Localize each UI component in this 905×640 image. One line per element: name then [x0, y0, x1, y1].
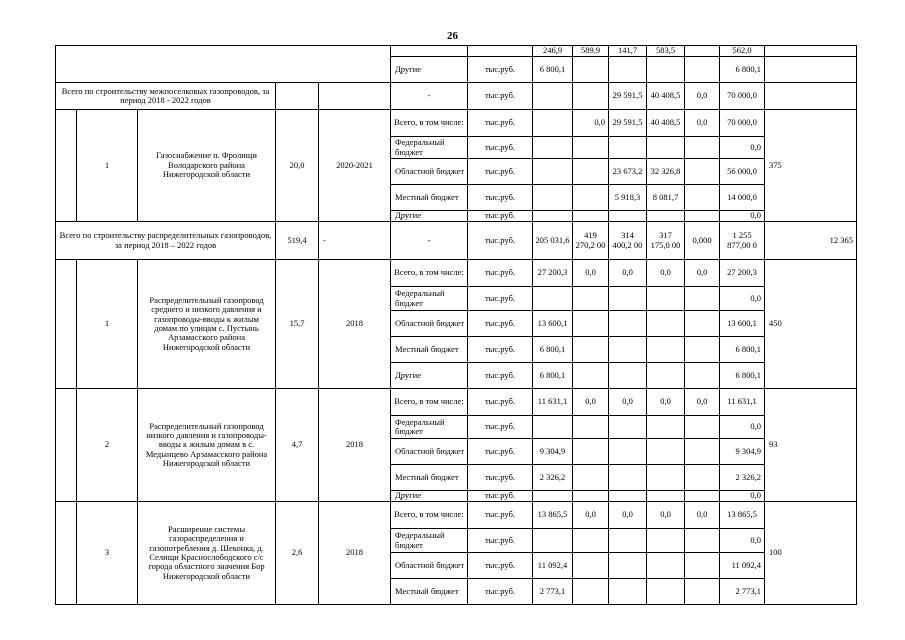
table-row: 246,9 589,9 141,7 583,5 562,0: [56, 46, 857, 57]
table-row: Федеральный бюджет тыс.руб. 0,0: [56, 137, 857, 159]
group-total-row: Всего по строительству межпоселковых газопроводов, за период 2018 - 2022 годов - тыс.руб. 29 591,5 40 408,5 0,0 70 000,0: [56, 83, 857, 110]
table-row: Федеральный бюджет тыс.руб. 0,0: [56, 287, 857, 311]
table-row: 1 Распределительный газопровод среднего и низкого давления и газопроводы-вводы к жилым домам по улицам с. Пустынь Арзамасского района Нижегородской области 15,7 2018 Всего, в том числе: тыс.руб. 27 200,3 0,0 0,0 0,0 0,0 27 200,3 450: [56, 260, 857, 287]
table-row: Федеральный бюджет тыс.руб. 0,0: [56, 416, 857, 439]
table-row: Местный бюджет тыс.руб. 2 773,1 2 773,1: [56, 579, 857, 605]
group-title: Всего по строительству распределительных газопроводов, за период 2018 – 2022 годов: [56, 222, 276, 260]
investment-table: [55, 45, 857, 605]
table-row: Другие тыс.руб. 0,0: [56, 211, 857, 222]
table-row: Федеральный бюджет тыс.руб. 0,0: [56, 529, 857, 553]
table-row: Другие тыс.руб. 6 800,1 6 800,1: [56, 57, 857, 83]
table-row: 2 Распределительный газопровод низкого давления и газопроводы-вводы к жилым домам в с. Медынцево Арзамасского района Нижегородской области 4,7 2018 Всего, в том числе: тыс.руб. 11 631,1 0,0 0,0 0,0 0,0 11 631,1 93: [56, 389, 857, 416]
table-row: Местный бюджет тыс.руб. 5 918,3 8 081,7 14 000,0: [56, 185, 857, 211]
table-row: Другие тыс.руб. 0,0: [56, 491, 857, 502]
table-row: Областной бюджет тыс.руб. 9 304,9 9 304,9: [56, 439, 857, 465]
table-row: 3 Расширение системы газораспределения и газопотребления д. Шеконка, д. Селищи Краснослободского с/с города областного значения Бор Нижегородской области 2,6 2018 Всего, в том числе: тыс.руб. 13 865,5 0,0 0,0 0,0 0,0 13 865,5 100: [56, 502, 857, 529]
table-row: Областной бюджет тыс.руб. 23 673,2 32 326,8 56 000,0: [56, 159, 857, 185]
table-row: Областной бюджет тыс.руб. 13 600,1 13 600,1: [56, 311, 857, 337]
table-row: 1 Газоснабжение п. Фролищи Володарского района Нижегородской области 20,0 2020-2021 Всего, в том числе: тыс.руб. 0,0 29 591,5 40 408,5 0,0 70 000,0 375: [56, 110, 857, 137]
table-row: Другие тыс.руб. 6 800,1 6 800,1: [56, 363, 857, 389]
table-row: Местный бюджет тыс.руб. 6 800,1 6 800,1: [56, 337, 857, 363]
table-row: Местный бюджет тыс.руб. 2 326,2 2 326,2: [56, 465, 857, 491]
table-row: Областной бюджет тыс.руб. 11 092,4 11 092,4: [56, 553, 857, 579]
group-title: Всего по строительству межпоселковых газопроводов, за период 2018 - 2022 годов: [56, 83, 276, 110]
page-number: 26: [447, 30, 458, 42]
group-total-row: Всего по строительству распределительных газопроводов, за период 2018 – 2022 годов 519,4 - - тыс.руб. 205 031,6 419 270,2 00 314 400,2 00 317 175,0 00 0,000 1 255 877,00 0 12 365: [56, 222, 857, 260]
